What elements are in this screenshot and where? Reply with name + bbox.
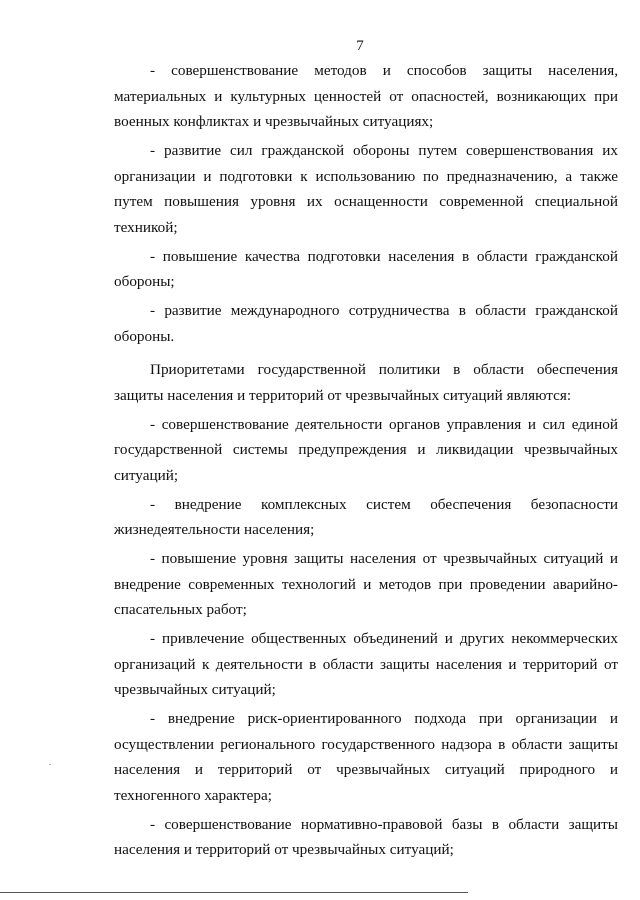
footer-rule (0, 892, 468, 893)
paragraph-international-cooperation: - развитие международного сотрудничества в области гражданской обороны. (114, 302, 618, 345)
paragraph-priorities-intro: Приоритетами государственной политики в области обеспечения защиты населения и территорий от чрезвычайных ситуаций являются: (114, 361, 618, 404)
paragraph-public-associations: - привлечение общественных объединений и других некоммерческих организаций к деятельности в области защиты населения и территорий от чрезвычайных ситуаций; (114, 630, 618, 698)
paragraph-population-training: - повышение качества подготовки населения в области гражданской обороны; (114, 247, 618, 290)
paragraph-civil-defense-methods: - совершенствование методов и способов защиты населения, материальных и культурных ценностей от опасностей, возникающих при военных конфликтах и чрезвычайных ситуациях; (114, 62, 618, 130)
paragraph-safety-systems: - внедрение комплексных систем обеспечения безопасности жизнедеятельности населения; (114, 495, 618, 538)
paragraph-protection-level: - повышение уровня защиты населения от чрезвычайных ситуаций и внедрение современных технологий и методов при проведении аварийно-спасательных работ; (114, 550, 618, 618)
body-text (114, 58, 618, 866)
paragraph-management-bodies: - совершенствование деятельности органов управления и сил единой государственной системы предупреждения и ликвидации чрезвычайных ситуаций; (114, 415, 618, 484)
paragraph-civil-defense-forces: - развитие сил гражданской обороны путем совершенствования их организации и подготовки к использованию по предназначению, а также путем повышения уровня их оснащенности современной специальной техникой; (114, 142, 618, 236)
paragraph-regulatory-framework: - совершенствование нормативно-правовой базы в области защиты населения и территорий от чрезвычайных ситуаций; (114, 815, 618, 858)
paragraph-risk-oriented-approach: - внедрение риск-ориентированного подхода при организации и осуществлении регионального государственного надзора в области защиты населения и территорий от чрезвычайных ситуаций природного и техногенного характера; (114, 710, 618, 804)
scan-speck (49, 764, 51, 765)
page-number: 7 (356, 38, 364, 54)
